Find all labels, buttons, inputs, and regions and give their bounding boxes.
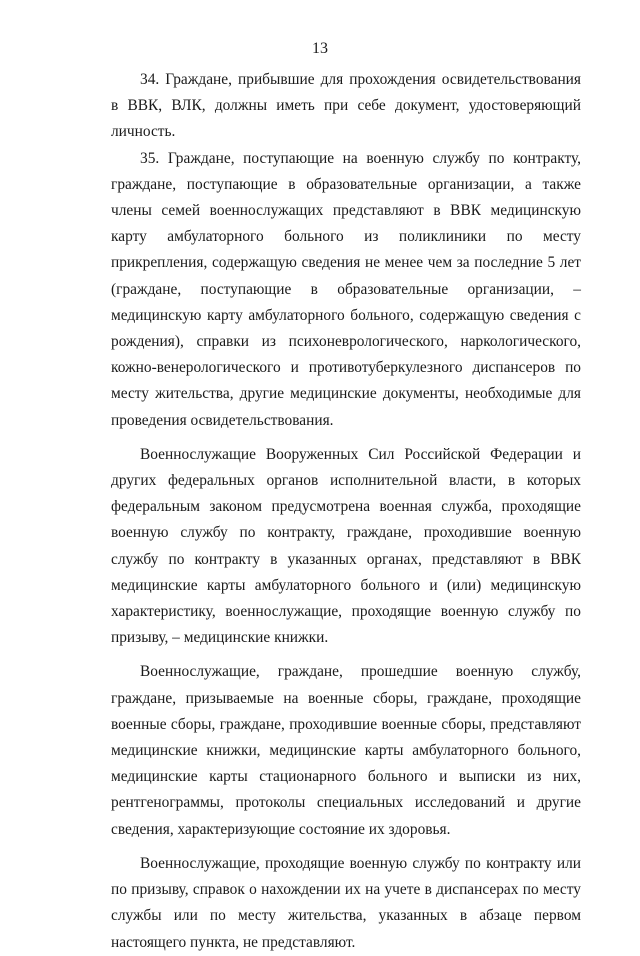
paragraph-military-documents: Военнослужащие Вооруженных Сил Российской Федерации и других федеральных органов исполнительной власти, в которых федеральным законом предусмотрена военная служба, проходящие военную службу по контракту, граждане, проходившие военную службу по контракту в указанных органах, представляют в ВВК медицинские карты амбулаторного больного и (или) медицинскую характеристику, военнослужащие, проходящие военную службу по призыву, – медицинские книжки. [111, 445, 581, 647]
paragraph-item-34: 34. Граждане, прибывшие для прохождения освидетельствования в ВВК, ВЛК, должны иметь при себе документ, удостоверяющий личность. [111, 71, 581, 141]
document-body [111, 67, 581, 956]
paragraph-item-35: 35. Граждане, поступающие на военную службу по контракту, граждане, поступающие в образовательные организации, а также члены семей военнослужащих представляют в ВВК медицинскую карту амбулаторного больного из поликлиники по месту прикрепления, содержащую сведения не менее чем за последние 5 лет (граждане, поступающие в образовательные организации, – медицинскую карту амбулаторного больного, содержащую сведения с рождения), справки из психоневрологического, наркологического, кожно-венерологического и противотуберкулезного диспансеров по месту жительства, другие медицинские документы, необходимые для проведения освидетельствования. [111, 149, 581, 429]
page-number: 13 [312, 40, 328, 57]
paragraph-dispensary-certificates: Военнослужащие, проходящие военную службу по контракту или по призыву, справок о нахождении их на учете в диспансерах по месту службы или по месту жительства, указанных в абзаце первом настоящего пункта, не представляют. [111, 854, 581, 951]
paragraph-health-records: Военнослужащие, граждане, прошедшие военную службу, граждане, призываемые на военные сборы, граждане, проходящие военные сборы, граждане, проходившие военные сборы, представляют медицинские книжки, медицинские карты амбулаторного больного, медицинские карты стационарного больного и выписки из них, рентгенограммы, протоколы специальных исследований и другие сведения, характеризующие состояние их здоровья. [111, 663, 581, 838]
